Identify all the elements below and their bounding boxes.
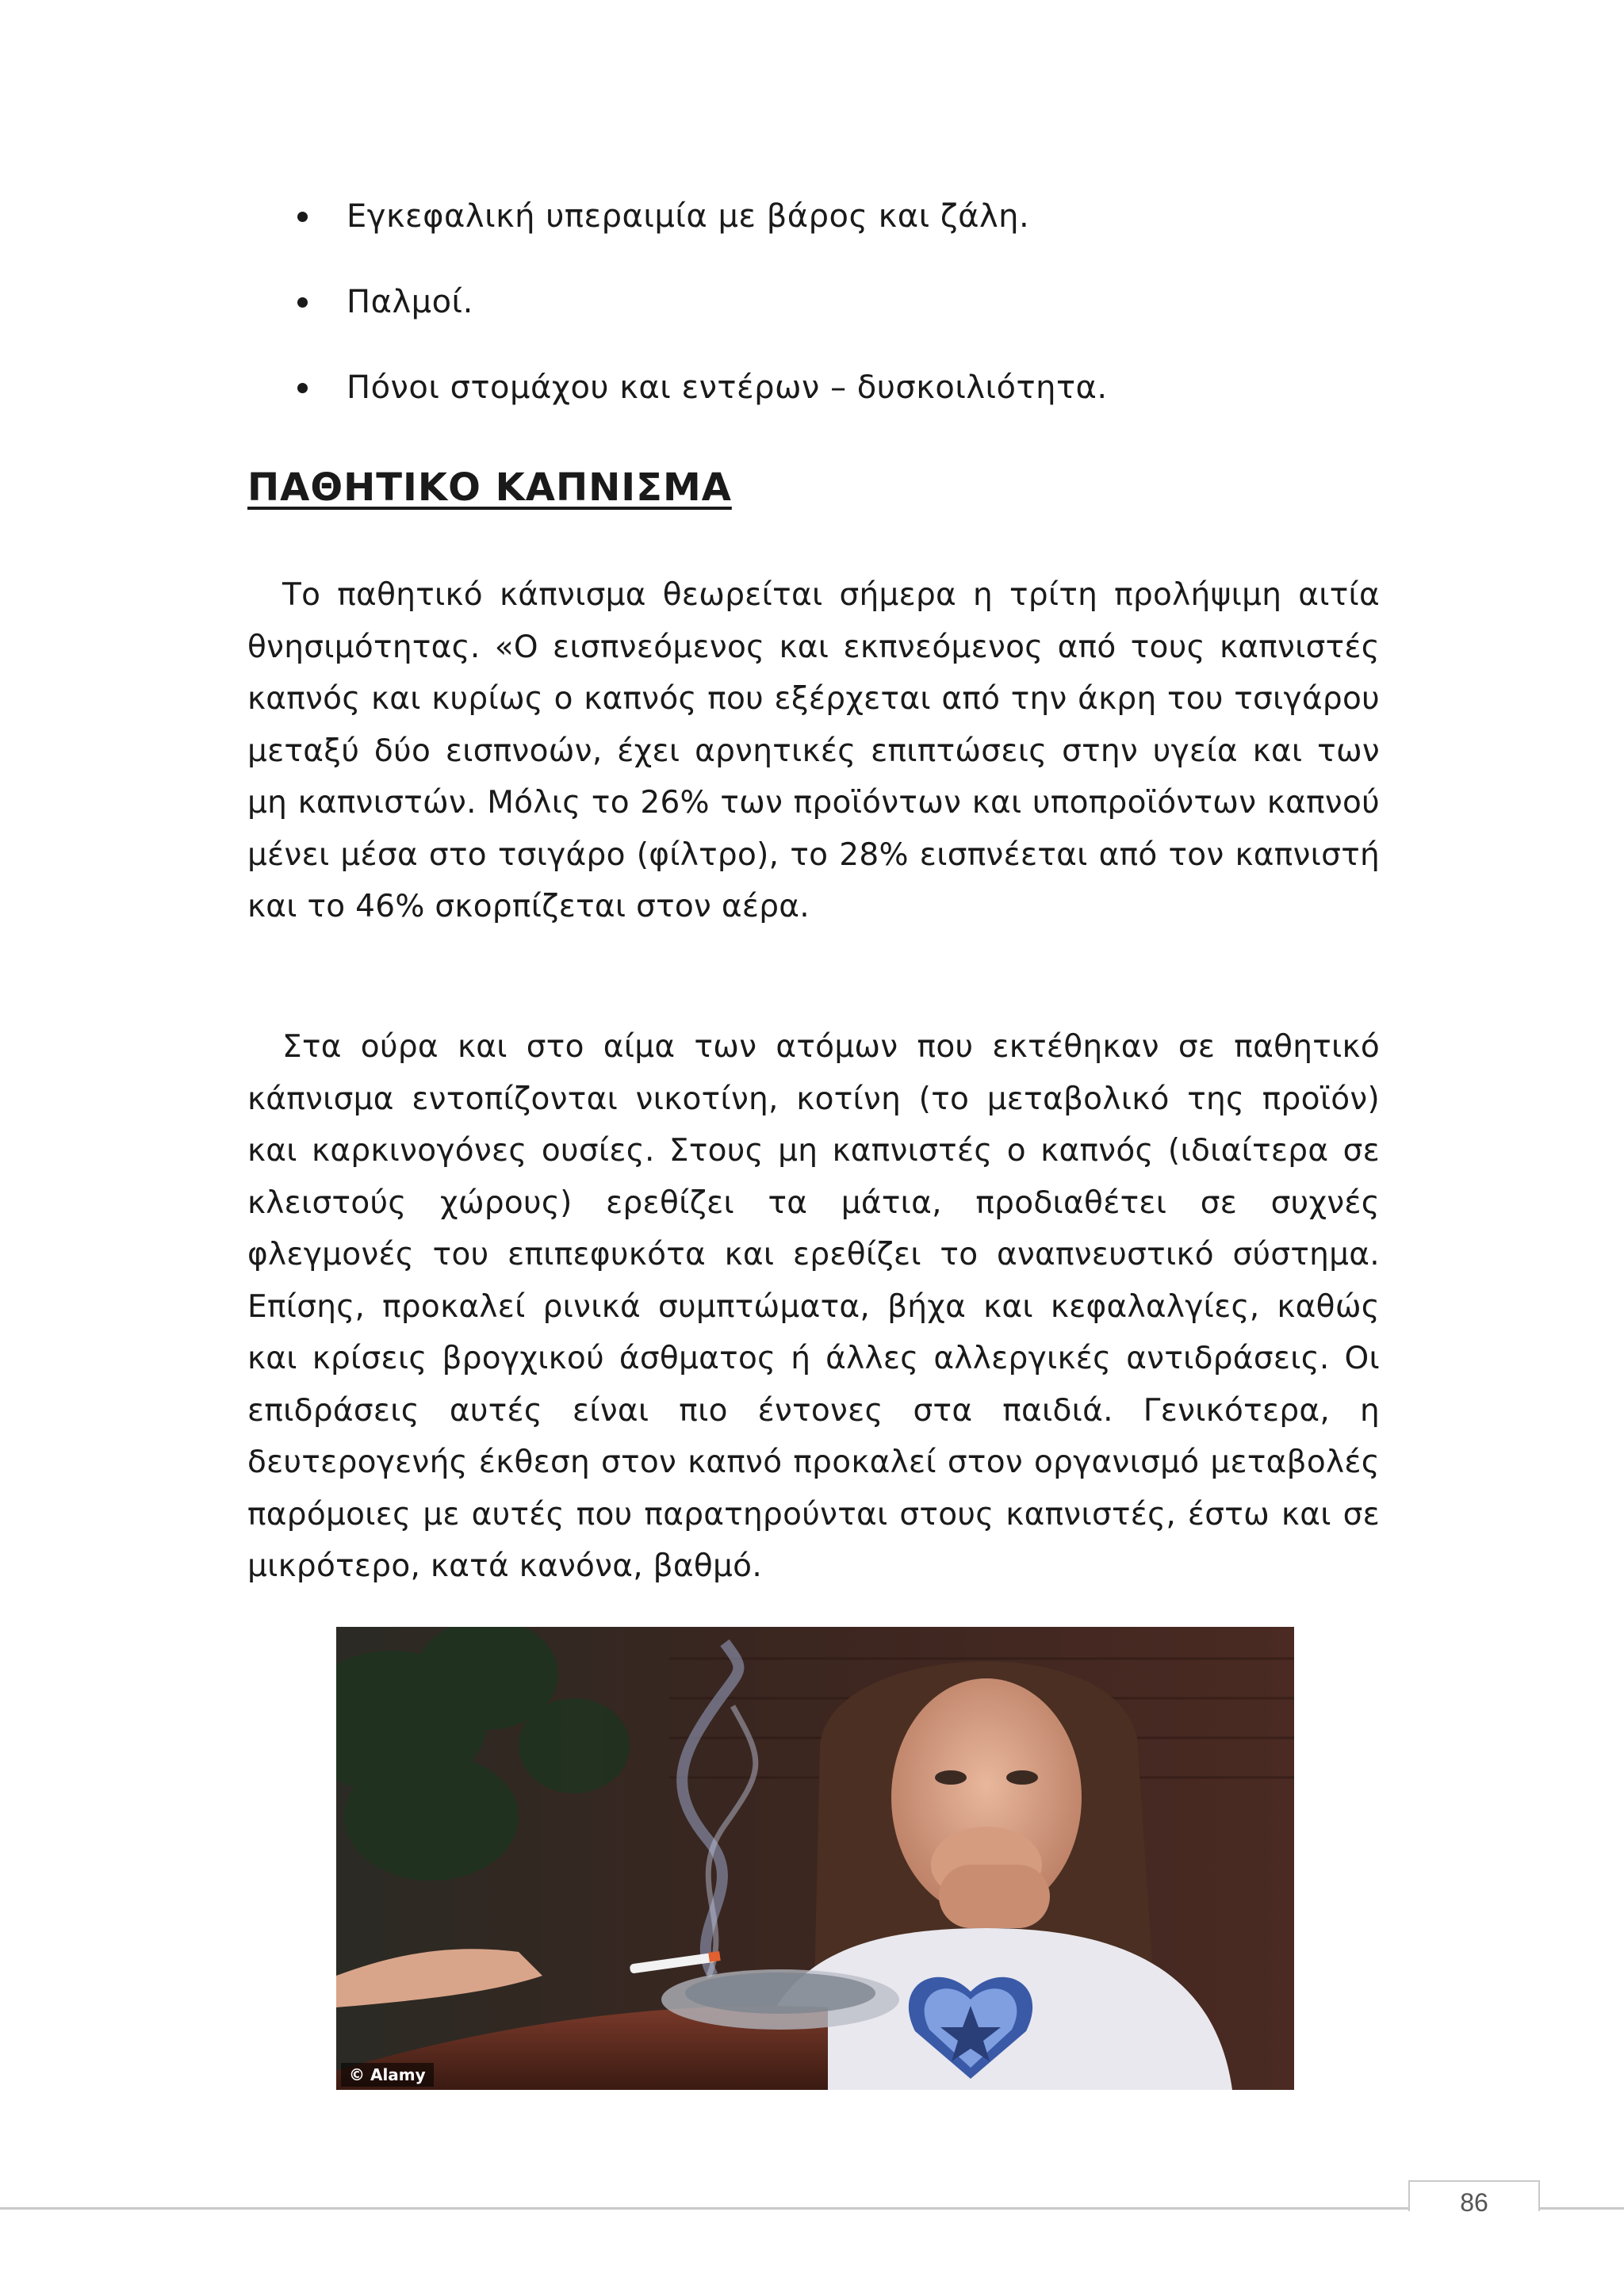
list-item bbox=[297, 280, 1408, 324]
footer-divider bbox=[0, 2207, 1624, 2210]
page-number: 86 bbox=[1460, 2188, 1488, 2217]
bullet-icon bbox=[297, 297, 308, 308]
list-item-text: Πόνοι στομάχου και εντέρων – δυσκοιλιότητα. bbox=[347, 369, 1108, 406]
section-title: ΠΑΘΗΤΙΚΟ ΚΑΠΝΙΣΜΑ bbox=[247, 465, 732, 510]
bullet-icon bbox=[297, 212, 308, 222]
list-item bbox=[297, 365, 1408, 410]
passive-smoking-photo bbox=[336, 1627, 1294, 2090]
symptom-list bbox=[297, 194, 1408, 451]
list-item-text: Εγκεφαλική υπεραιμία με βάρος και ζάλη. bbox=[347, 198, 1030, 235]
paragraph-passive-smoking-effects: Στα ούρα και στο αίμα των ατόμων που εκτέθηκαν σε παθητικό κάπνισμα εντοπίζονται νικοτίνη, κοτίνη (το μεταβολικό της προϊόν) και καρκινογόνες ουσίες. Στους μη καπνιστές ο καπνός (ιδιαίτερα σε κλειστούς χώρους) ερεθίζει τα μάτια, προδιαθέτει σε συχνές φλεγμονές του επιπεφυκότα και ερεθίζει το αναπνευστικό σύστημα. Επίσης, προκαλεί ρινικά συμπτώματα, βήχα και κεφαλαλγίες, καθώς και κρίσεις βρογχικού άσθματος ή άλλες αλλεργικές αντιδράσεις. Οι επιδράσεις αυτές είναι πιο έντονες στα παιδιά. Γενικότερα, η δευτερογενής έκθεση στον καπνό προκαλεί στον οργανισμό μεταβολές παρόμοιες με αυτές που παρατηρούνται στους καπνιστές, έστω και σε μικρότερο, κατά κανόνα, βαθμό. bbox=[247, 1029, 1380, 1584]
list-item-text: Παλμοί. bbox=[347, 284, 473, 320]
bullet-icon bbox=[297, 383, 308, 393]
paragraph-passive-smoking-intro: Το παθητικό κάπνισμα θεωρείται σήμερα η τρίτη προλήψιμη αιτία θνησιμότητας. «Ο εισπνεόμενος και εκπνεόμενος από τους καπνιστές καπνός και κυρίως ο καπνός που εξέρχεται από την άκρη του τσιγάρου μεταξύ δύο εισπνοών, έχει αρνητικές επιπτώσεις στην υγεία και των μη καπνιστών. Μόλις το 26% των προϊόντων και υποπροϊόντων καπνού μένει μέσα στο τσιγάρο (φίλτρο), το 28% εισπνέεται από τον καπνιστή και το 46% σκορπίζεται στον αέρα. bbox=[247, 577, 1380, 924]
photo-credit: © Alamy bbox=[341, 2063, 434, 2087]
list-item bbox=[297, 194, 1408, 239]
photo-illustration bbox=[336, 1627, 1294, 2090]
